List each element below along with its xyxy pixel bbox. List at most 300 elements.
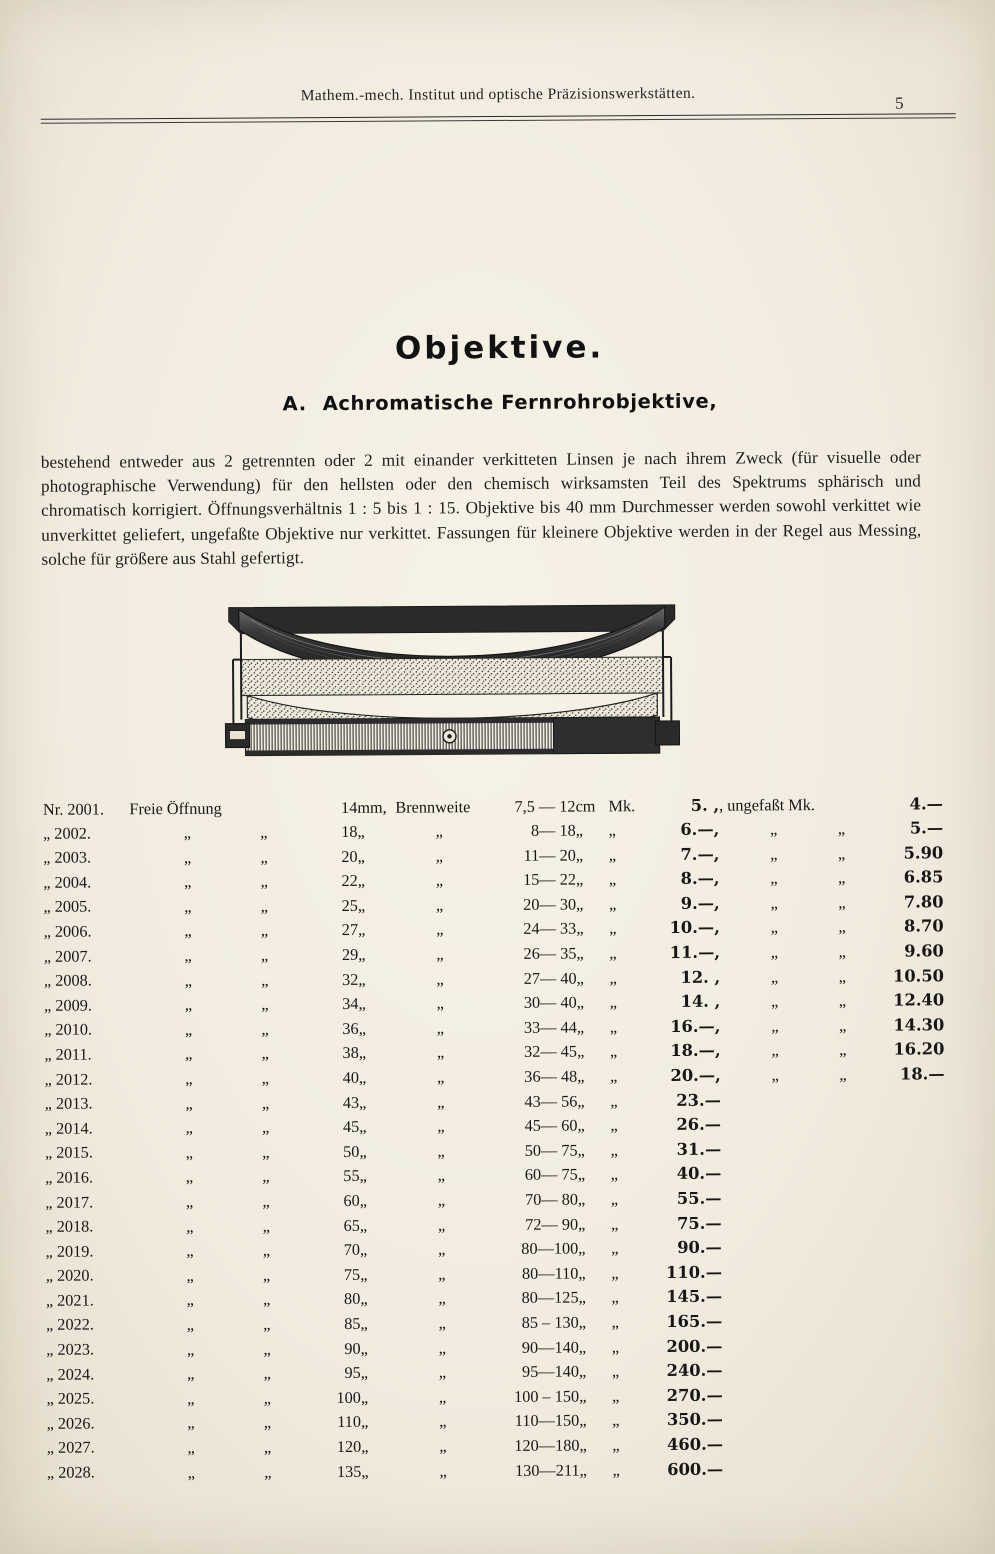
price-unmounted: 8.70 bbox=[903, 916, 944, 937]
focal-value: 80—100 bbox=[521, 1238, 579, 1259]
ditto-mark: „ bbox=[770, 966, 779, 987]
focal-value: 50— 75 bbox=[524, 1140, 578, 1160]
ditto-mark: „ bbox=[439, 1460, 447, 1480]
row-number: 2014. bbox=[56, 1118, 93, 1138]
ditto-mark: „ bbox=[260, 822, 268, 842]
price-unmounted: 14.30 bbox=[893, 1015, 945, 1035]
ditto-mark: „ bbox=[577, 1066, 585, 1086]
running-head-text: Mathem.-mech. Institut und optische Präzisionswerkstätten. bbox=[300, 84, 696, 105]
ditto-mark: „ bbox=[44, 1095, 52, 1113]
ditto-mark: „ bbox=[435, 846, 444, 866]
ditto-mark: „ bbox=[46, 1366, 54, 1384]
aperture-value: 120 bbox=[336, 1436, 362, 1456]
ditto-mark: „ bbox=[44, 1120, 53, 1138]
row-number: 2027. bbox=[57, 1437, 95, 1458]
focal-value: 26— 35 bbox=[523, 943, 577, 963]
row-number: 2015. bbox=[56, 1142, 93, 1163]
section-letter: A. bbox=[282, 392, 307, 416]
ditto-mark: „ bbox=[578, 1337, 587, 1357]
aperture-value: 50 bbox=[343, 1141, 360, 1161]
ditto-mark: „ bbox=[577, 1140, 585, 1160]
ditto-mark: „ bbox=[45, 1194, 53, 1212]
ditto-mark: „ bbox=[262, 1265, 271, 1285]
ditto-mark: „ bbox=[359, 1092, 367, 1112]
ditto-mark: „ bbox=[437, 1067, 445, 1087]
price-unmounted: 7.80 bbox=[903, 892, 944, 912]
ditto-mark: „ bbox=[578, 1214, 586, 1234]
price-mounted: 9.—, bbox=[680, 893, 720, 913]
row-number: 2004. bbox=[54, 872, 92, 892]
ditto-mark: „ bbox=[771, 1040, 779, 1060]
ditto-mark: „ bbox=[262, 1166, 270, 1186]
focal-value: 30— 40 bbox=[523, 992, 577, 1013]
ditto-mark bbox=[245, 797, 282, 821]
section-title: Achromatische Fernrohrobjektive, bbox=[322, 389, 718, 416]
ditto-mark: „ bbox=[437, 1190, 446, 1210]
unit-mm: mm, bbox=[357, 797, 387, 817]
focal-value: 100 – 150 bbox=[513, 1386, 580, 1406]
ditto-mark: „ bbox=[437, 1091, 445, 1112]
ditto-mark bbox=[828, 794, 855, 818]
ditto-mark: „ bbox=[185, 1167, 194, 1187]
unit-cm: cm bbox=[575, 796, 596, 816]
ditto-mark: „ bbox=[183, 822, 192, 843]
ditto-mark: „ bbox=[46, 1415, 54, 1433]
ditto-mark: „ bbox=[610, 1189, 619, 1209]
price-table-container bbox=[43, 793, 947, 1486]
price-mounted: 12. , bbox=[680, 967, 721, 987]
ditto-mark: „ bbox=[838, 991, 847, 1011]
focal-value: 36— 48 bbox=[524, 1066, 578, 1086]
ditto-mark: „ bbox=[357, 846, 365, 866]
row-number: 2003. bbox=[54, 847, 92, 867]
ditto-mark: „ bbox=[577, 1115, 585, 1135]
ditto-mark: „ bbox=[610, 1066, 618, 1086]
aperture-value: 45 bbox=[342, 1117, 360, 1137]
price-mounted: 31.— bbox=[676, 1139, 722, 1159]
ditto-mark: „ bbox=[610, 1115, 618, 1135]
aperture-value: 29 bbox=[341, 944, 359, 965]
ditto-mark: „ bbox=[186, 1241, 194, 1261]
ditto-mark: „ bbox=[260, 847, 268, 867]
focal-value: 27— 40 bbox=[523, 968, 577, 988]
aperture-value: 27 bbox=[341, 920, 359, 940]
price-unmounted: 12.40 bbox=[893, 990, 945, 1010]
aperture-value: 80 bbox=[343, 1289, 361, 1309]
ditto-mark: „ bbox=[437, 1214, 446, 1234]
ditto-mark: „ bbox=[261, 1043, 269, 1063]
price-unmounted: 9.60 bbox=[904, 941, 944, 961]
ditto-mark: „ bbox=[187, 1437, 195, 1457]
ditto-mark: „ bbox=[609, 943, 617, 963]
ditto-mark: „ bbox=[186, 1290, 194, 1310]
ditto-mark: „ bbox=[46, 1317, 54, 1335]
ditto-mark: „ bbox=[358, 994, 366, 1014]
aperture-value: 43 bbox=[342, 1092, 360, 1112]
ditto-mark: „ bbox=[186, 1339, 195, 1359]
ditto-mark: „ bbox=[45, 1292, 54, 1310]
ditto-mark: „ bbox=[576, 943, 584, 963]
ditto-mark: „ bbox=[437, 1165, 445, 1185]
ditto-mark: „ bbox=[770, 893, 778, 913]
aperture-label: Freie Öffnung bbox=[129, 798, 222, 819]
ditto-mark: „ bbox=[436, 1018, 445, 1038]
aperture-value: 36 bbox=[342, 1018, 359, 1038]
focal-value: 110—150 bbox=[514, 1410, 580, 1431]
price-mounted: 8.—, bbox=[680, 868, 720, 889]
ditto-mark: „ bbox=[262, 1216, 270, 1236]
ditto-mark: „ bbox=[436, 969, 444, 989]
ditto-mark: „ bbox=[264, 1461, 272, 1481]
aperture-value: 14 bbox=[340, 797, 358, 817]
price-unmounted: 6.85 bbox=[903, 867, 944, 887]
ditto-mark: „ bbox=[609, 967, 617, 987]
ditto-mark: „ bbox=[261, 1019, 269, 1039]
ditto-mark: „ bbox=[578, 1287, 586, 1307]
ditto-mark: „ bbox=[838, 868, 846, 888]
ditto-mark: „ bbox=[576, 992, 585, 1012]
ditto-mark: „ bbox=[439, 1411, 447, 1431]
ditto-mark: „ bbox=[184, 872, 192, 892]
ditto-mark: „ bbox=[770, 942, 779, 962]
ditto-mark: „ bbox=[185, 1068, 193, 1088]
ditto-mark: „ bbox=[184, 995, 193, 1015]
row-number: 2006. bbox=[54, 921, 92, 941]
ditto-mark: „ bbox=[838, 892, 846, 912]
ditto-mark: „ bbox=[261, 970, 269, 990]
ditto-mark: „ bbox=[43, 849, 51, 867]
ditto-mark: „ bbox=[260, 945, 269, 965]
ditto-mark: „ bbox=[435, 821, 443, 841]
ditto-mark: „ bbox=[183, 847, 192, 867]
ditto-mark: „ bbox=[263, 1314, 271, 1334]
ditto-mark: „ bbox=[358, 944, 366, 964]
ditto-mark: „ bbox=[45, 1218, 53, 1236]
ditto-mark: „ bbox=[439, 1436, 447, 1456]
ditto-mark: „ bbox=[611, 1238, 619, 1258]
ditto-mark: „ bbox=[43, 972, 52, 990]
currency-label: Mk. bbox=[608, 796, 636, 816]
row-number: 2009. bbox=[55, 995, 93, 1015]
ditto-mark: „ bbox=[579, 1386, 587, 1406]
focal-value: 33— 44 bbox=[523, 1017, 577, 1037]
focal-value: 95—140 bbox=[521, 1361, 580, 1382]
page-title: Objektive. bbox=[394, 329, 605, 367]
ditto-mark: „ bbox=[437, 1141, 445, 1161]
ditto-mark: „ bbox=[578, 1263, 586, 1283]
ditto-mark: „ bbox=[184, 921, 192, 941]
focal-value: 15— 22 bbox=[523, 869, 577, 890]
ditto-mark: „ bbox=[260, 896, 269, 916]
focal-value: 43— 56 bbox=[524, 1091, 578, 1111]
focal-label: Brennweite bbox=[395, 797, 471, 817]
row-number: 2022. bbox=[57, 1314, 94, 1335]
price-mounted: 90.— bbox=[677, 1237, 722, 1258]
ditto-mark: „ bbox=[260, 920, 269, 940]
row-number: 2024. bbox=[57, 1364, 95, 1384]
ditto-mark: „ bbox=[610, 1090, 618, 1110]
objective-lens-illustration bbox=[217, 597, 688, 785]
ditto-mark: „ bbox=[435, 870, 444, 890]
ditto-mark: „ bbox=[360, 1313, 368, 1333]
price-mounted: 110.— bbox=[665, 1262, 723, 1282]
aperture-value: 32 bbox=[342, 969, 359, 989]
ditto-mark: „ bbox=[437, 1116, 445, 1136]
price-mounted: 270.— bbox=[666, 1385, 723, 1405]
price-unmounted: 10.50 bbox=[892, 965, 945, 986]
row-number: 2005. bbox=[54, 896, 92, 917]
ditto-mark bbox=[855, 794, 879, 818]
aperture-value: 110 bbox=[337, 1412, 362, 1432]
ditto-mark: „ bbox=[770, 843, 778, 864]
ditto-mark: „ bbox=[438, 1362, 447, 1382]
ditto-mark: „ bbox=[186, 1314, 195, 1334]
price-unmounted: 16.20 bbox=[893, 1039, 945, 1060]
price-mounted: 14. , bbox=[680, 991, 721, 1012]
row-number: 2002. bbox=[54, 823, 91, 843]
ditto-mark: „ bbox=[186, 1265, 194, 1285]
ditto-mark: „ bbox=[771, 1065, 779, 1085]
aperture-value: 55 bbox=[343, 1166, 360, 1186]
ditto-mark: „ bbox=[261, 1068, 270, 1088]
ditto-mark: „ bbox=[185, 1093, 193, 1113]
aperture-value: 38 bbox=[342, 1043, 359, 1063]
ditto-mark: „ bbox=[839, 1064, 847, 1084]
row-number: 2007. bbox=[54, 946, 92, 966]
ditto-mark: „ bbox=[579, 1460, 587, 1480]
price-mounted: 460.— bbox=[667, 1434, 724, 1454]
ditto-mark: „ bbox=[579, 1410, 587, 1430]
ditto-mark: „ bbox=[612, 1410, 620, 1430]
ditto-mark: „ bbox=[610, 1140, 618, 1160]
focal-value: 85 – 130 bbox=[521, 1312, 579, 1332]
ditto-mark: „ bbox=[838, 917, 846, 937]
row-number: 2008. bbox=[55, 970, 92, 990]
ditto-mark: „ bbox=[611, 1312, 619, 1332]
price-mounted: 40.— bbox=[676, 1164, 722, 1184]
aperture-value: 90 bbox=[344, 1338, 361, 1358]
ditto-mark: „ bbox=[185, 1044, 193, 1064]
ditto-mark: „ bbox=[612, 1459, 620, 1479]
ditto-mark: „ bbox=[184, 1019, 193, 1039]
ditto-mark: „ bbox=[358, 1067, 367, 1087]
ditto-mark: „ bbox=[608, 820, 616, 840]
aperture-value: 34 bbox=[342, 994, 359, 1014]
ditto-mark: „ bbox=[609, 992, 617, 1012]
ditto-mark: „ bbox=[577, 1189, 586, 1209]
ditto-mark: „ bbox=[609, 894, 617, 914]
ditto-mark: „ bbox=[45, 1268, 53, 1286]
intro-paragraph: bestehend entweder aus 2 getrennten oder 2 mit einander verkitteten Linsen je nach ihrem Zweck (für visuelle oder photographische Verwendung) für den hellsten oder den chemisch wirksamsten Teil des Spektrums sphärisch und chromatisch korrigiert. Öffnungsverhältnis 1 : 5 bis 1 : 15. Objektive bis 40 mm Durchmesser werden sowohl verkittet wie unverkittet geliefert, ungefaßte Objektive nur verkittet. Fassungen für kleinere Objektive werden in der Regel aus Messing, solche für größere aus Stahl gefertigt. bbox=[40, 447, 922, 569]
ditto-mark: „ bbox=[44, 1046, 52, 1064]
ditto-mark: „ bbox=[263, 1363, 271, 1383]
row-number: 2023. bbox=[57, 1339, 95, 1359]
aperture-value: 20 bbox=[341, 846, 358, 866]
focal-value: 90—140 bbox=[521, 1337, 579, 1357]
ditto-mark: „ bbox=[358, 969, 366, 989]
ditto-mark: „ bbox=[44, 997, 52, 1015]
ditto-mark: „ bbox=[43, 923, 51, 941]
ditto-mark: „ bbox=[184, 970, 192, 990]
ditto-mark: „ bbox=[577, 1164, 586, 1184]
ditto-mark: „ bbox=[263, 1437, 272, 1457]
focal-value: 11— 20 bbox=[523, 845, 576, 865]
ditto-mark: „ bbox=[44, 1071, 52, 1089]
focal-value: 24— 33 bbox=[523, 919, 577, 939]
aperture-value: 75 bbox=[343, 1264, 361, 1284]
ditto-mark: „ bbox=[361, 1461, 369, 1481]
price-unmounted: 4.— bbox=[909, 794, 943, 814]
ditto-mark: „ bbox=[43, 874, 51, 892]
ditto-mark: „ bbox=[43, 899, 51, 917]
ditto-mark: „ bbox=[575, 845, 584, 865]
ditto-mark: „ bbox=[360, 1387, 369, 1407]
row-number: 2019. bbox=[56, 1241, 94, 1261]
ditto-mark: „ bbox=[43, 948, 51, 966]
ditto-mark: „ bbox=[435, 895, 444, 915]
ditto-mark: „ bbox=[263, 1338, 271, 1359]
price-mounted: 5. , bbox=[690, 795, 720, 815]
ditto-mark: „ bbox=[576, 968, 584, 988]
aperture-value: 40 bbox=[342, 1067, 360, 1087]
ditto-mark: „ bbox=[45, 1243, 53, 1261]
ditto-mark: „ bbox=[611, 1361, 620, 1381]
ditto-mark: „ bbox=[771, 991, 779, 1011]
focal-value: 7,5 — 12 bbox=[514, 796, 576, 816]
focal-value: 20— 30 bbox=[523, 894, 577, 914]
price-table bbox=[43, 793, 947, 1486]
ditto-mark: „ bbox=[579, 1435, 587, 1455]
ditto-mark: „ bbox=[609, 1017, 618, 1037]
price-mounted: 26.— bbox=[676, 1114, 722, 1135]
ditto-mark: „ bbox=[263, 1388, 272, 1408]
ditto-mark: „ bbox=[360, 1338, 368, 1358]
price-mounted: 6.—, bbox=[680, 819, 720, 839]
focal-value: 45— 60 bbox=[524, 1115, 578, 1136]
ditto-mark: „ bbox=[576, 1041, 585, 1061]
ditto-mark: „ bbox=[357, 871, 366, 891]
ditto-mark: „ bbox=[261, 1093, 270, 1113]
row-number: 2018. bbox=[56, 1216, 94, 1236]
row-number: 2016. bbox=[56, 1167, 94, 1187]
ditto-mark: „ bbox=[575, 869, 584, 889]
ditto-mark: „ bbox=[44, 1145, 53, 1163]
ditto-mark: „ bbox=[770, 917, 778, 937]
focal-value: 8— 18 bbox=[530, 820, 576, 840]
ditto-mark: „ bbox=[771, 1016, 779, 1036]
aperture-value: 95 bbox=[344, 1363, 361, 1383]
price-mounted: 10.—, bbox=[669, 918, 720, 938]
ditto-mark: „ bbox=[46, 1464, 55, 1482]
ditto-mark: „ bbox=[576, 918, 584, 939]
price-mounted: 55.— bbox=[676, 1188, 722, 1208]
price-table-body bbox=[43, 793, 947, 1486]
price-mounted: 11.—, bbox=[669, 942, 721, 963]
ditto-mark: „ bbox=[187, 1462, 195, 1482]
price-mounted: 16.—, bbox=[670, 1016, 721, 1036]
ditto-mark: „ bbox=[770, 819, 778, 839]
ditto-mark: „ bbox=[576, 894, 584, 914]
row-number: 2028. bbox=[58, 1462, 95, 1482]
row-number: 2026. bbox=[57, 1413, 95, 1433]
aperture-value: 22 bbox=[341, 871, 358, 891]
ditto-mark: „ bbox=[611, 1287, 619, 1307]
ditto-mark: „ bbox=[360, 1289, 368, 1309]
ditto-mark: „ bbox=[263, 1412, 272, 1432]
ditto-mark: „ bbox=[359, 1166, 367, 1186]
ditto-mark: „ bbox=[438, 1239, 446, 1259]
ditto-mark: „ bbox=[260, 871, 268, 891]
row-number: Nr. 2001. bbox=[42, 799, 105, 819]
row-number: 2025. bbox=[57, 1388, 95, 1408]
ditto-mark: „ bbox=[263, 1289, 271, 1309]
focal-value: 60— 75 bbox=[524, 1164, 578, 1185]
ditto-mark: „ bbox=[46, 1390, 54, 1409]
ditto-mark: „ bbox=[608, 869, 617, 889]
ditto-mark: „ bbox=[359, 1240, 368, 1260]
ditto-mark: „ bbox=[359, 1141, 367, 1161]
ditto-mark: „ bbox=[360, 1264, 368, 1284]
ditto-mark: „ bbox=[43, 825, 51, 843]
ditto-mark: „ bbox=[262, 1142, 270, 1162]
price-unmounted: 18.— bbox=[899, 1064, 945, 1084]
price-mounted: 600.— bbox=[667, 1459, 724, 1479]
ditto-mark: „ bbox=[185, 1142, 194, 1162]
ditto-mark: „ bbox=[184, 896, 192, 916]
focal-value: 70— 80 bbox=[524, 1189, 579, 1209]
ditto-mark: „ bbox=[187, 1364, 195, 1384]
price-mounted: 165.— bbox=[666, 1311, 723, 1331]
price-mounted: 145.— bbox=[666, 1287, 723, 1307]
row-number: 2012. bbox=[55, 1069, 93, 1089]
ditto-mark: „ bbox=[45, 1169, 53, 1187]
aperture-value: 70 bbox=[343, 1240, 361, 1260]
ditto-mark: „ bbox=[577, 1091, 585, 1111]
ditto-mark: „ bbox=[360, 1412, 369, 1432]
aperture-value: 135 bbox=[336, 1461, 362, 1481]
ditto-mark: „ bbox=[262, 1240, 271, 1260]
ditto-mark: „ bbox=[609, 918, 617, 938]
ditto-mark: „ bbox=[438, 1264, 446, 1284]
row-number: 2011. bbox=[55, 1044, 92, 1064]
focal-value: 32— 45 bbox=[524, 1041, 578, 1062]
ditto-mark: „ bbox=[838, 966, 847, 986]
ditto-mark: „ bbox=[360, 1362, 369, 1383]
ditto-mark: „ bbox=[184, 945, 192, 965]
ditto-mark: „ bbox=[610, 1164, 619, 1184]
ditto-mark: „ bbox=[611, 1336, 620, 1356]
ditto-mark: „ bbox=[838, 1015, 847, 1035]
ditto-mark: „ bbox=[837, 818, 846, 839]
ditto-mark: „ bbox=[359, 1190, 367, 1210]
ditto-mark: „ bbox=[44, 1022, 52, 1040]
focal-value: 80—125 bbox=[521, 1287, 579, 1308]
row-number: 2010. bbox=[55, 1019, 93, 1040]
ditto-mark: „ bbox=[838, 941, 846, 961]
ditto-mark: „ bbox=[186, 1216, 194, 1236]
ditto-mark: „ bbox=[261, 994, 269, 1014]
focal-value: 130—211 bbox=[515, 1460, 580, 1480]
focal-value: 72— 90 bbox=[525, 1214, 579, 1234]
aperture-value: 25 bbox=[341, 895, 358, 915]
focal-value: 120—180 bbox=[514, 1435, 580, 1455]
ditto-mark: „ bbox=[262, 1191, 270, 1211]
ditto-mark: „ bbox=[612, 1386, 620, 1406]
ditto-mark: „ bbox=[612, 1435, 620, 1455]
row-number: 2021. bbox=[57, 1290, 94, 1310]
ditto-mark: „ bbox=[839, 1040, 847, 1060]
aperture-value: 60 bbox=[343, 1190, 360, 1210]
